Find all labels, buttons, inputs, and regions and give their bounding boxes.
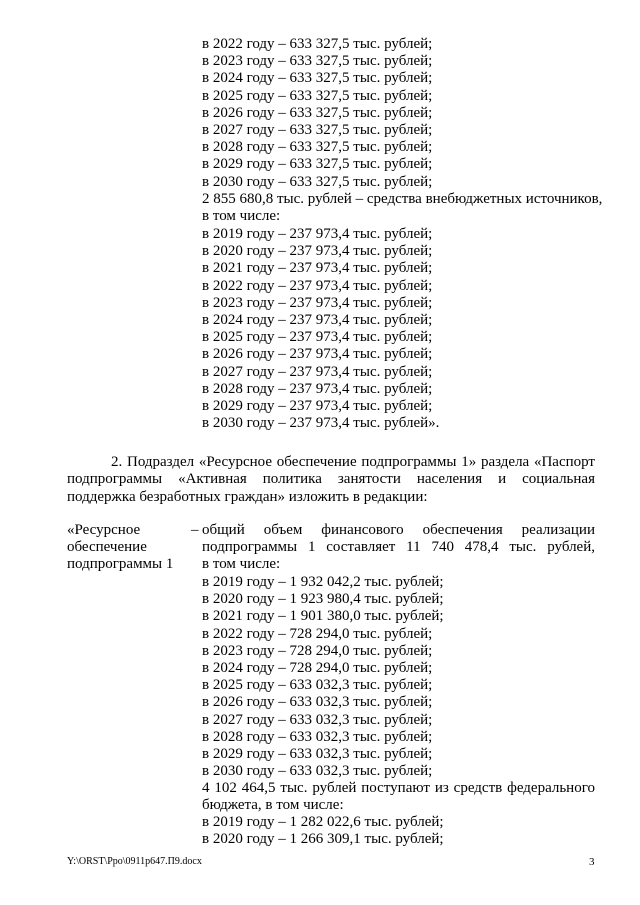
extrabudget-line: в том числе:	[202, 208, 281, 225]
federal-header	[202, 780, 595, 814]
list-item: в 2028 году – 633 032,3 тыс. рублей;	[202, 728, 433, 745]
federal-line: бюджета, в том числе:	[202, 797, 344, 814]
list-item: в 2022 году – 728 294,0 тыс. рублей;	[202, 625, 433, 642]
footer-file-path: Y:\ORST\Ppo\0911p647.П9.docx	[67, 856, 202, 867]
list-item: в 2027 году – 237 973,4 тыс. рублей;	[202, 363, 433, 380]
list-item: в 2021 году – 1 901 380,0 тыс. рублей;	[202, 608, 444, 625]
list-item: в 2024 году – 728 294,0 тыс. рублей;	[202, 659, 433, 676]
resource-label	[67, 522, 173, 574]
label-line: «Ресурсное	[67, 522, 141, 538]
paragraph-line: 2. Подраздел «Ресурсное обеспечение подпрограммы 1» раздела «Паспорт	[111, 454, 595, 470]
list-item: в 2024 году – 237 973,4 тыс. рублей;	[202, 311, 433, 328]
list-item: в 2026 году – 633 327,5 тыс. рублей;	[202, 104, 433, 121]
label-line: подпрограммы 1	[67, 556, 174, 573]
federal-years-list	[202, 814, 444, 848]
paragraph-line: подпрограммы «Активная политика занятости населения и социальная	[67, 471, 595, 488]
list-item: в 2023 году – 633 327,5 тыс. рублей;	[202, 53, 433, 70]
list-item: в 2020 году – 1 923 980,4 тыс. рублей;	[202, 591, 444, 608]
paragraph-2	[67, 454, 595, 506]
federal-line: 4 102 464,5 тыс. рублей поступают из средств федерального	[202, 780, 595, 796]
list-item: в 2023 году – 728 294,0 тыс. рублей;	[202, 642, 433, 659]
list-item: в 2022 году – 633 327,5 тыс. рублей;	[202, 36, 433, 52]
list-item: в 2029 году – 633 032,3 тыс. рублей;	[202, 745, 433, 762]
list-item: в 2023 году – 237 973,4 тыс. рублей;	[202, 294, 433, 311]
list-item: в 2030 году – 633 327,5 тыс. рублей;	[202, 173, 433, 190]
page-number: 3	[589, 856, 595, 868]
total-line: общий объем финансового обеспечения реализации	[202, 522, 595, 538]
total-line: в том числе:	[202, 556, 281, 573]
list-item: в 2019 году – 1 932 042,2 тыс. рублей;	[202, 574, 444, 590]
list-item: в 2020 году – 237 973,4 тыс. рублей;	[202, 243, 433, 260]
list-item: в 2027 году – 633 032,3 тыс. рублей;	[202, 711, 433, 728]
label-line: обеспечение	[67, 539, 147, 556]
list-item: в 2019 году – 237 973,4 тыс. рублей;	[202, 226, 433, 242]
list-item: в 2026 году – 633 032,3 тыс. рублей;	[202, 694, 433, 711]
list-item: в 2028 году – 237 973,4 тыс. рублей;	[202, 380, 433, 397]
list-item: в 2029 году – 237 973,4 тыс. рублей;	[202, 397, 433, 414]
extrabudget-line: 2 855 680,8 тыс. рублей – средства внебюджетных источников,	[202, 191, 603, 207]
label-dash: –	[191, 522, 199, 538]
list-item: в 2020 году – 1 266 309,1 тыс. рублей;	[202, 831, 444, 848]
list-item: в 2022 году – 237 973,4 тыс. рублей;	[202, 277, 433, 294]
funding-years-list-top	[202, 36, 432, 191]
total-header	[202, 522, 595, 574]
list-item: в 2025 году – 237 973,4 тыс. рублей;	[202, 329, 433, 346]
list-item: в 2025 году – 633 032,3 тыс. рублей;	[202, 677, 433, 694]
total-line: подпрограммы 1 составляет 11 740 478,4 тыс. рублей,	[202, 539, 595, 556]
list-item: в 2030 году – 237 973,4 тыс. рублей».	[202, 415, 440, 432]
list-item: в 2029 году – 633 327,5 тыс. рублей;	[202, 156, 433, 173]
list-item: в 2024 году – 633 327,5 тыс. рублей;	[202, 70, 433, 87]
list-item: в 2021 году – 237 973,4 тыс. рублей;	[202, 260, 433, 277]
extrabudget-years-list	[202, 226, 439, 432]
total-years-list	[202, 574, 444, 780]
list-item: в 2027 году – 633 327,5 тыс. рублей;	[202, 121, 433, 138]
list-item: в 2028 году – 633 327,5 тыс. рублей;	[202, 139, 433, 156]
list-item: в 2030 году – 633 032,3 тыс. рублей;	[202, 763, 433, 780]
list-item: в 2026 году – 237 973,4 тыс. рублей;	[202, 346, 433, 363]
list-item: в 2019 году – 1 282 022,6 тыс. рублей;	[202, 814, 444, 830]
paragraph-line: поддержка безработных граждан» изложить в редакции:	[67, 488, 428, 505]
extrabudget-header	[202, 191, 603, 225]
list-item: в 2025 году – 633 327,5 тыс. рублей;	[202, 87, 433, 104]
